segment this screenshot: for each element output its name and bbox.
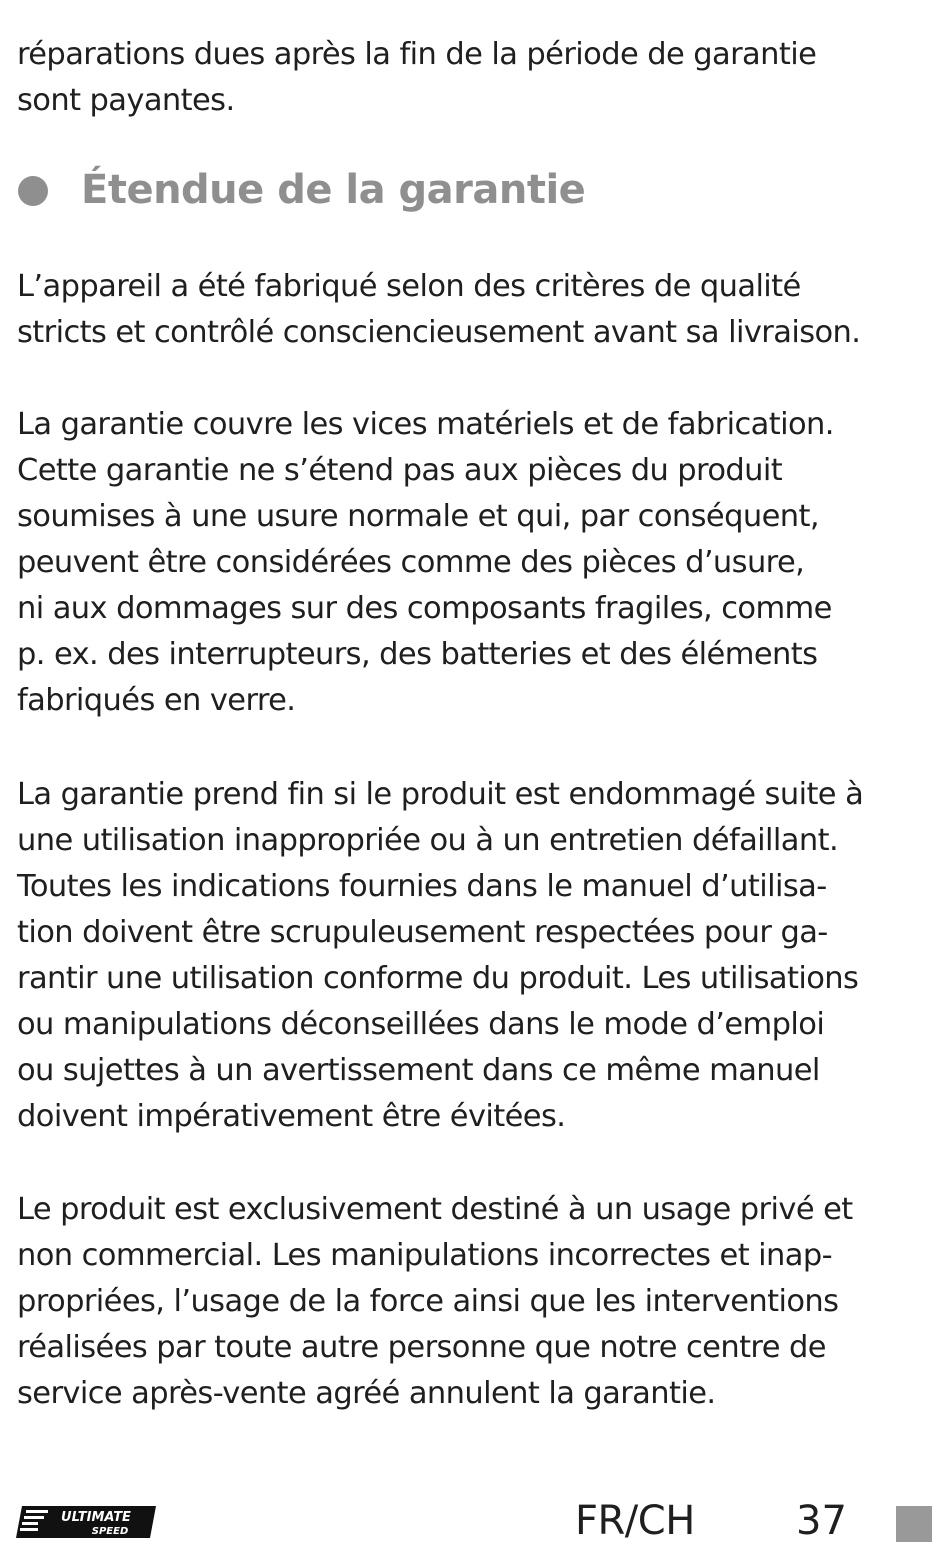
page-number: 37 (796, 1498, 847, 1544)
text-line: stricts et contrôlé consciencieusement avant sa livraison. (17, 315, 861, 350)
text-line: propriées, l’usage de la force ainsi que les interventions (17, 1284, 839, 1319)
text-line: soumises à une usure normale et qui, par conséquent, (17, 499, 819, 534)
text-line: service après-vente agréé annulent la garantie. (17, 1376, 716, 1411)
text-line: L’appareil a été fabriqué selon des critères de qualité (17, 269, 801, 304)
paragraph-private-use (17, 1187, 942, 1417)
bullet-icon (18, 176, 48, 206)
paragraph-coverage (17, 402, 942, 724)
paragraph-quality (17, 264, 942, 356)
text-line: La garantie couvre les vices matériels et de fabrication. (17, 407, 834, 442)
text-line: tion doivent être scrupuleusement respectées pour ga- (17, 915, 828, 950)
page-footer (0, 1494, 950, 1554)
text-line: fabriqués en verre. (17, 683, 296, 718)
intro-paragraph (17, 32, 942, 124)
text-line: Le produit est exclusivement destiné à un usage privé et (17, 1192, 853, 1227)
ultimate-speed-logo (16, 1502, 156, 1542)
paragraph-termination (17, 772, 942, 1140)
text-line: p. ex. des interrupteurs, des batteries et des éléments (17, 637, 818, 672)
text-line: ou sujettes à un avertissement dans ce même manuel (17, 1053, 820, 1088)
text-line: non commercial. Les manipulations incorrectes et inap- (17, 1238, 833, 1273)
text-line: sont payantes. (17, 83, 235, 118)
language-label: FR/CH (575, 1498, 695, 1544)
logo-text-top: ULTIMATE (61, 1510, 131, 1525)
text-line: peuvent être considérées comme des pièces d’usure, (17, 545, 805, 580)
page-marker-square (896, 1506, 932, 1542)
section-heading-text: Étendue de la garantie (81, 167, 586, 213)
text-line: Cette garantie ne s’étend pas aux pièces du produit (17, 453, 783, 488)
text-line: réalisées par toute autre personne que notre centre de (17, 1330, 826, 1365)
text-line: réparations dues après la fin de la période de garantie (17, 37, 817, 72)
section-heading (18, 160, 585, 220)
text-line: rantir une utilisation conforme du produit. Les utilisations (17, 961, 859, 996)
text-line: La garantie prend fin si le produit est endommagé suite à (17, 777, 864, 812)
logo-text-bottom: SPEED (91, 1526, 129, 1537)
text-line: Toutes les indications fournies dans le manuel d’utilisa- (17, 869, 827, 904)
text-line: ou manipulations déconseillées dans le mode d’emploi (17, 1007, 825, 1042)
text-line: une utilisation inappropriée ou à un entretien défaillant. (17, 823, 839, 858)
text-line: ni aux dommages sur des composants fragiles, comme (17, 591, 832, 626)
text-line: doivent impérativement être évitées. (17, 1099, 566, 1134)
